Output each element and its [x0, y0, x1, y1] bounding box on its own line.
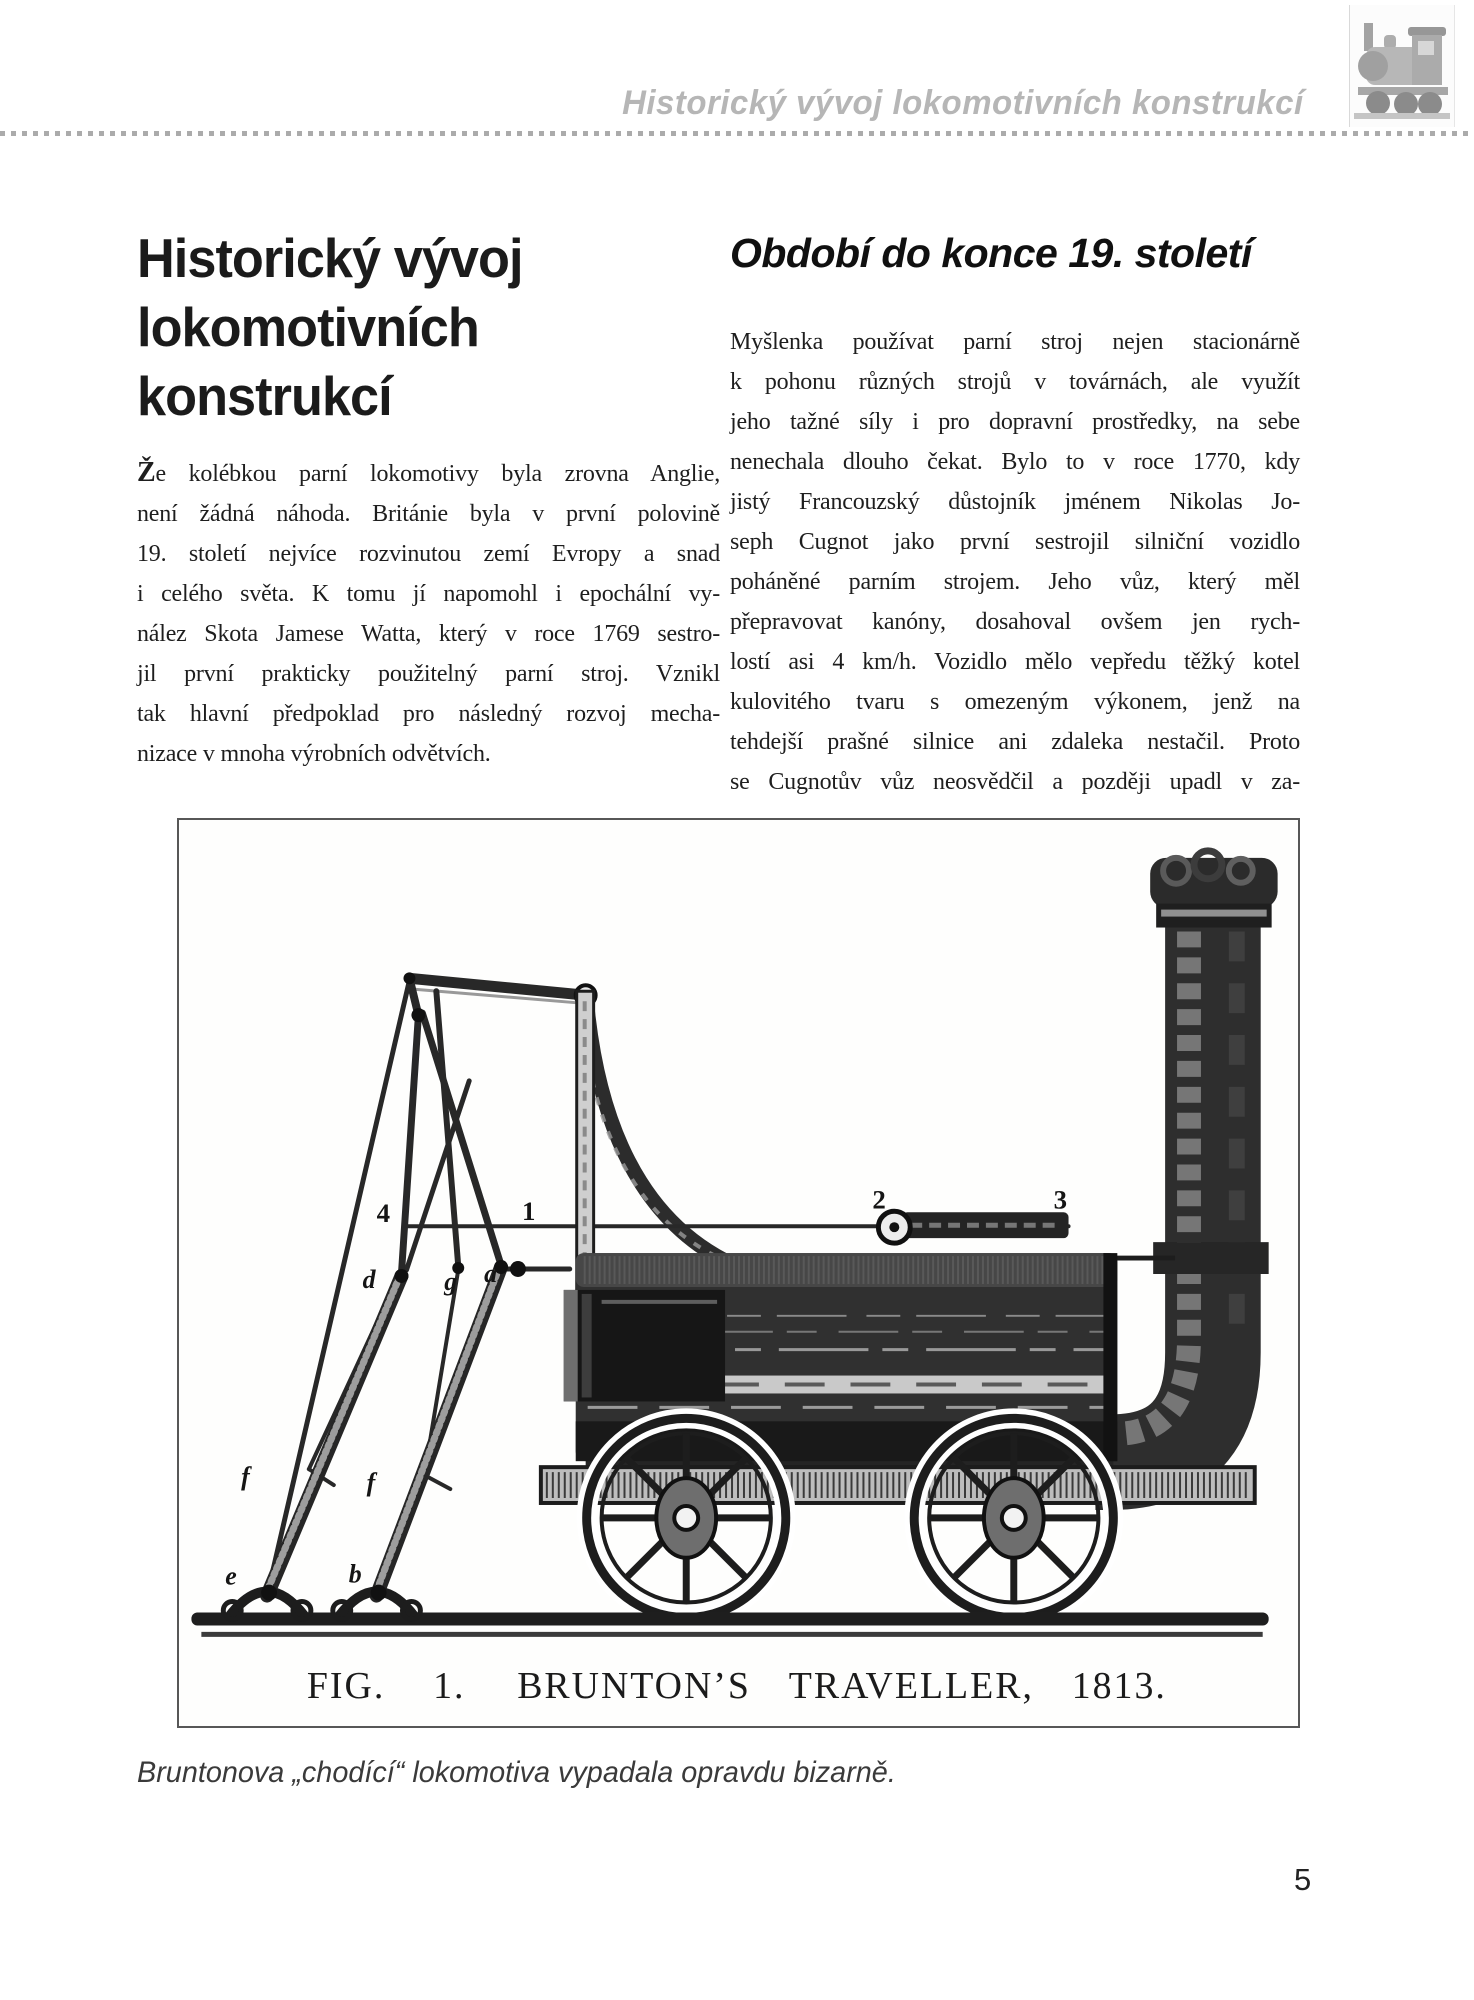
text-line: poháněné parním strojem. Jeho vůz, který měl: [730, 569, 1300, 595]
rear-wheel: [914, 1418, 1113, 1617]
locomotive-photo: [1349, 5, 1455, 127]
svg-text:1: 1: [521, 1196, 536, 1227]
section-heading: Období do konce 19. století: [730, 230, 1252, 276]
svg-text:a: a: [484, 1258, 498, 1288]
text-line: tak hlavní předpoklad pro následný rozvoj mecha-: [137, 701, 720, 727]
text-line: nález Skota Jamese Watta, který v roce 1769 sestro-: [137, 621, 720, 647]
figure-brunton-traveller: [177, 818, 1300, 1728]
chapter-title-line: lokomotivních: [137, 296, 479, 358]
front-wheel: [587, 1418, 786, 1617]
page-number: 5: [1294, 1862, 1312, 1897]
text-line: se Cugnotův vůz neosvědčil a později upadl v za-: [730, 769, 1300, 795]
figure-caption: Bruntonova „chodící“ lokomotiva vypadala opravdu bizarně.: [137, 1756, 896, 1789]
text-line: k pohonu různých strojů v továrnách, ale využít: [730, 369, 1300, 395]
text-line: i celého světa. K tomu jí napomohl i epochální vy-: [137, 581, 720, 607]
svg-text:f: f: [241, 1462, 250, 1492]
svg-text:g: g: [444, 1266, 458, 1296]
text-line: Že kolébkou parní lokomotivy byla zrovna Anglie,: [137, 457, 720, 488]
left-column: [137, 0, 720, 800]
support-post: [577, 991, 594, 1292]
svg-text:2: 2: [872, 1184, 886, 1215]
plate-caption: FIG. 1. BRUNTON’S TRAVELLER, 1813.: [306, 1665, 1167, 1708]
svg-text:3: 3: [1053, 1184, 1068, 1215]
svg-text:e: e: [225, 1561, 237, 1591]
svg-text:f: f: [366, 1468, 376, 1498]
section-paragraph: [730, 322, 1300, 802]
chapter-title-line: konstrukcí: [137, 365, 392, 427]
text-line: Myšlenka používat parní stroj nejen stacionárně: [730, 329, 1300, 355]
text-line: tehdejší prašné silnice ani zdaleka nestačil. Proto: [730, 729, 1300, 755]
right-column: [730, 0, 1300, 820]
text-line: jeho tažné síly i pro dopravní prostředky, na sebe: [730, 409, 1300, 435]
svg-text:d: d: [362, 1264, 376, 1294]
steam-cylinder: [564, 1290, 725, 1402]
text-line: 19. století nejvíce rozvinutou zemí Evropy a snad: [137, 541, 720, 567]
text-line: jil první prakticky použitelný parní stroj. Vznikl: [137, 661, 720, 687]
chimney: [1093, 851, 1277, 1462]
text-line: kulovitého tvaru s omezeným výkonem, jenž na: [730, 689, 1300, 715]
locomotive-photo-image: [1350, 5, 1454, 127]
text-line: jistý Francouzský důstojník jménem Nikolas Jo-: [730, 489, 1300, 515]
frame-beam: [541, 1467, 1255, 1503]
steam-pipe: [587, 1003, 762, 1276]
text-line: nenechala dlouho čekat. Bylo to v roce 1770, kdy: [730, 449, 1300, 475]
rail: [191, 1613, 1268, 1635]
chapter-title: [137, 224, 523, 431]
text-line: seph Cugnot jako první sestrojil silniční vozidlo: [730, 529, 1300, 555]
engraving: [179, 820, 1298, 1726]
intro-paragraph: [137, 453, 720, 774]
svg-text:b: b: [348, 1559, 362, 1589]
running-header: Historický vývoj lokomotivních konstrukcí: [622, 84, 1304, 122]
svg-text:4: 4: [376, 1198, 391, 1229]
text-line: nizace v mnoha výrobních odvětvích.: [137, 741, 491, 767]
text-line: přepravovat kanóny, dosahoval ovšem jen rych-: [730, 609, 1300, 635]
text-line: lostí asi 4 km/h. Vozidlo mělo vepředu těžký kotel: [730, 649, 1300, 675]
text-line: není žádná náhoda. Británie byla v první polovině: [137, 501, 720, 527]
chapter-title-line: Historický vývoj: [137, 227, 523, 289]
